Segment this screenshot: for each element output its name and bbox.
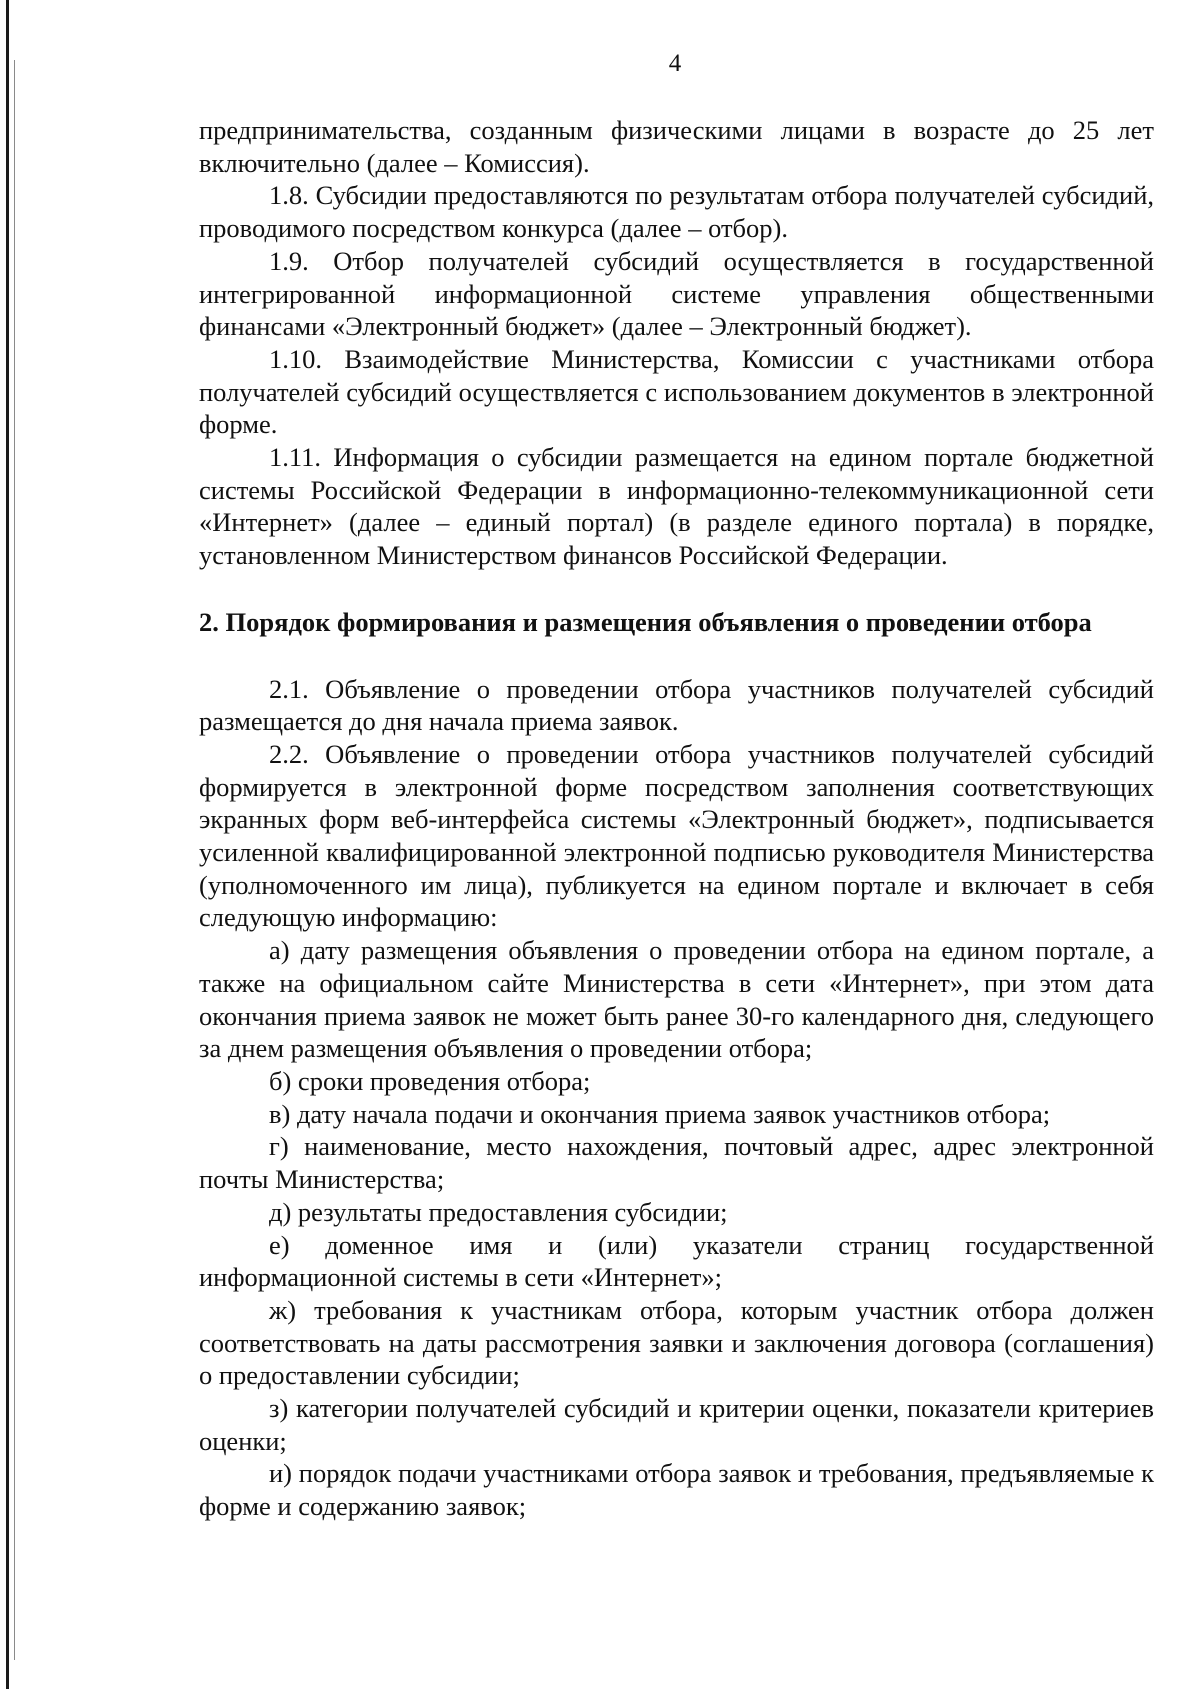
paragraph: предпринимательства, созданным физическими лицами в возрасте до 25 лет включительно (далее – Комиссия). xyxy=(199,115,1154,178)
paragraph-2-2: 2.2. Объявление о проведении отбора участников получателей субсидий формируется в электронной форме посредством заполнения соответствующих экранных форм веб-интерфейса системы «Электронный бюджет», подписывается усиленной квалифицированной электронной подписью руководителя Министерства (уполномоченного им лица), публикуется на едином портале и включает в себя следующую информацию: xyxy=(199,738,1154,933)
scan-edge-line xyxy=(6,0,9,1689)
list-item-b: б) сроки проведения отбора; xyxy=(269,1065,591,1096)
paragraph-1-10: 1.10. Взаимодействие Министерства, Комиссии с участниками отбора получателей субсидий осуществляется с использованием документов в электронной форме. xyxy=(199,343,1154,440)
list-item-zh: ж) требования к участникам отбора, которым участник отбора должен соответствовать на даты рассмотрения заявки и заключения договора (соглашения) о предоставлении субсидии; xyxy=(199,1294,1154,1391)
paragraph-2-1: 2.1. Объявление о проведении отбора участников получателей субсидий размещается до дня начала приема заявок. xyxy=(199,673,1154,737)
list-item-i: и) порядок подачи участниками отбора заявок и требования, предъявляемые к форме и содержанию заявок; xyxy=(199,1458,1154,1522)
paragraph-1-9: 1.9. Отбор получателей субсидий осуществляется в государственной интегрированной информационной системе управления общественными финансами «Электронный бюджет» (далее – Электронный бюджет). xyxy=(199,245,1154,342)
list-item-a: а) дату размещения объявления о проведении отбора на едином портале, а также на официальном сайте Министерства в сети «Интернет», при этом дата окончания приема заявок не может быть ранее 30-го календарного дня, следующего за днем размещения объявления о проведении отбора; xyxy=(199,935,1154,1064)
section-2-heading: 2. Порядок формирования и размещения объявления о проведении отбора xyxy=(199,606,1092,637)
list-item-d: д) результаты предоставления субсидии; xyxy=(269,1196,728,1227)
list-item-e: е) доменное имя и (или) указатели страниц государственной информационной системы в сети «Интернет»; xyxy=(199,1229,1154,1293)
scan-edge-line-secondary xyxy=(14,60,15,1660)
document-body xyxy=(199,114,1154,1523)
list-item-v: в) дату начала подачи и окончания приема заявок участников отбора; xyxy=(269,1098,1051,1129)
list-item-g: г) наименование, место нахождения, почтовый адрес, адрес электронной почты Министерства; xyxy=(199,1131,1154,1195)
paragraph-1-8: 1.8. Субсидии предоставляются по результатам отбора получателей субсидий, проводимого посредством конкурса (далее – отбор). xyxy=(199,180,1154,244)
paragraph-1-11: 1.11. Информация о субсидии размещается на едином портале бюджетной системы Российской Федерации в информационно-телекоммуникационной сети «Интернет» (далее – единый портал) (в разделе единого портала) в порядке, установленном Министерством финансов Российской Федерации. xyxy=(199,442,1154,571)
page-number: 4 xyxy=(668,50,682,77)
list-item-z: з) категории получателей субсидий и критерии оценки, показатели критериев оценки; xyxy=(199,1393,1154,1456)
